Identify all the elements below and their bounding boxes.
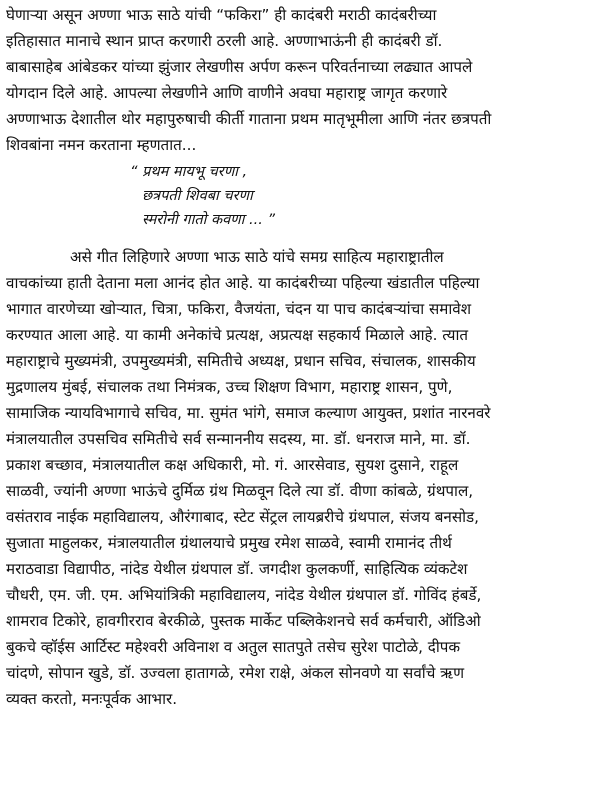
text-line: योगदान दिले आहे. आपल्या लेखणीने आणि वाणीने अवघा महाराष्ट्र जागृत करणारे <box>6 84 448 102</box>
text-line: अण्णाभाऊ देशातील थोर महापुरुषाची कीर्ती गाताना प्रथम मातृभूमीला आणि नंतर छत्रपती <box>6 110 492 128</box>
text-line: बुकचे व्हॉईस आर्टिस्ट महेश्वरी अविनाश व अतुल सातपुते तसेच सुरेश पाटोळे, दीपक <box>6 638 461 656</box>
text-line: साळवी, ज्यांनी अण्णा भाऊंचे दुर्मिळ ग्रंथ मिळवून दिले त्या डॉ. वीणा कांबळे, ग्रंथपाल, <box>6 482 474 500</box>
text-line: व्यक्त करतो, मनःपूर्वक आभार. <box>6 690 178 708</box>
text-line: चौधरी, एम. जी. एम. अभियांत्रिकी महाविद्यालय, नांदेड येथील ग्रंथपाल डॉ. गोविंद हंबर्डे, <box>6 586 482 604</box>
text-line: घेणाऱ्या असून अण्णा भाऊ साठे यांची “फकिरा” ही कादंबरी मराठी कादंबरीच्या <box>6 6 437 24</box>
quote-line: छत्रपती शिवबा चरणा <box>142 188 253 204</box>
text-line: वाचकांच्या हाती देताना मला आनंद होत आहे. या कादंबरीच्या पहिल्या खंडातील पहिल्या <box>6 274 480 292</box>
text-line: शामराव टिकोरे, हावगीरराव बेरकीळे, पुस्तक मार्केट पब्लिकेशनचे सर्व कर्मचारी, ऑडिओ <box>6 612 481 630</box>
text-line: करण्यात आला आहे. या कामी अनेकांचे प्रत्यक्ष, अप्रत्यक्ष सहकार्य मिळाले आहे. त्यात <box>6 326 469 344</box>
text-line: प्रकाश बच्छाव, मंत्रालयातील कक्ष अधिकारी, मो. गं. आरसेवाड, सुयश दुसाने, राहूल <box>6 456 459 474</box>
text-line: इतिहासात मानाचे स्थान प्राप्त करणारी ठरली आहे. अण्णाभाऊंनी ही कादंबरी डॉ. <box>6 32 443 50</box>
quote-line: स्मरोनी गातो कवणा ... ” <box>142 212 275 228</box>
text-line: वसंतराव नाईक महाविद्यालय, औरंगाबाद, स्टेट सेंट्रल लायब्ररीचे ग्रंथपाल, संजय बनसोड, <box>6 508 480 526</box>
text-line: महाराष्ट्राचे मुख्यमंत्री, उपमुख्यमंत्री, समितीचे अध्यक्ष, प्रधान सचिव, संचालक, शासकीय <box>6 352 476 370</box>
text-line: भागात वारणेच्या खोऱ्यात, चित्रा, फकिरा, वैजयंता, चंदन या पाच कादंबऱ्यांचा समावेश <box>6 300 472 318</box>
text-line: मुद्रणालय मुंबई, संचालक तथा निमंत्रक, उच्च शिक्षण विभाग, महाराष्ट्र शासन, पुणे, <box>6 378 453 396</box>
text-line: सुजाता माहुलकर, मंत्रालयातील ग्रंथालयाचे प्रमुख रमेश साळवे, स्वामी रामानंद तीर्थ <box>6 534 452 552</box>
quote-line: “ प्रथम मायभू चरणा , <box>130 164 248 180</box>
text-line: बाबासाहेब आंबेडकर यांच्या झुंजार लेखणीस अर्पण करून परिवर्तनाच्या लढ्यात आपले <box>6 58 473 76</box>
text-line: चांदणे, सोपान खुडे, डॉ. उज्वला हातागळे, रमेश राक्षे, अंकल सोनवणे या सर्वांचे ऋण <box>6 664 465 682</box>
text-line: मराठवाडा विद्यापीठ, नांदेड येथील ग्रंथपाल डॉ. जगदीश कुलकर्णी, साहित्यिक व्यंकटेश <box>6 560 468 578</box>
text-line: सामाजिक न्यायविभागाचे सचिव, मा. सुमंत भांगे, समाज कल्याण आयुक्त, प्रशांत नारनवरे <box>6 404 491 422</box>
text-line: शिवबांना नमन करताना म्हणतात... <box>6 136 197 154</box>
text-line: असे गीत लिहिणारे अण्णा भाऊ साठे यांचे समग्र साहित्य महाराष्ट्रातील <box>70 248 444 266</box>
text-line: मंत्रालयातील उपसचिव समितीचे सर्व सन्माननीय सदस्य, मा. डॉ. धनराज माने, मा. डॉ. <box>6 430 471 448</box>
